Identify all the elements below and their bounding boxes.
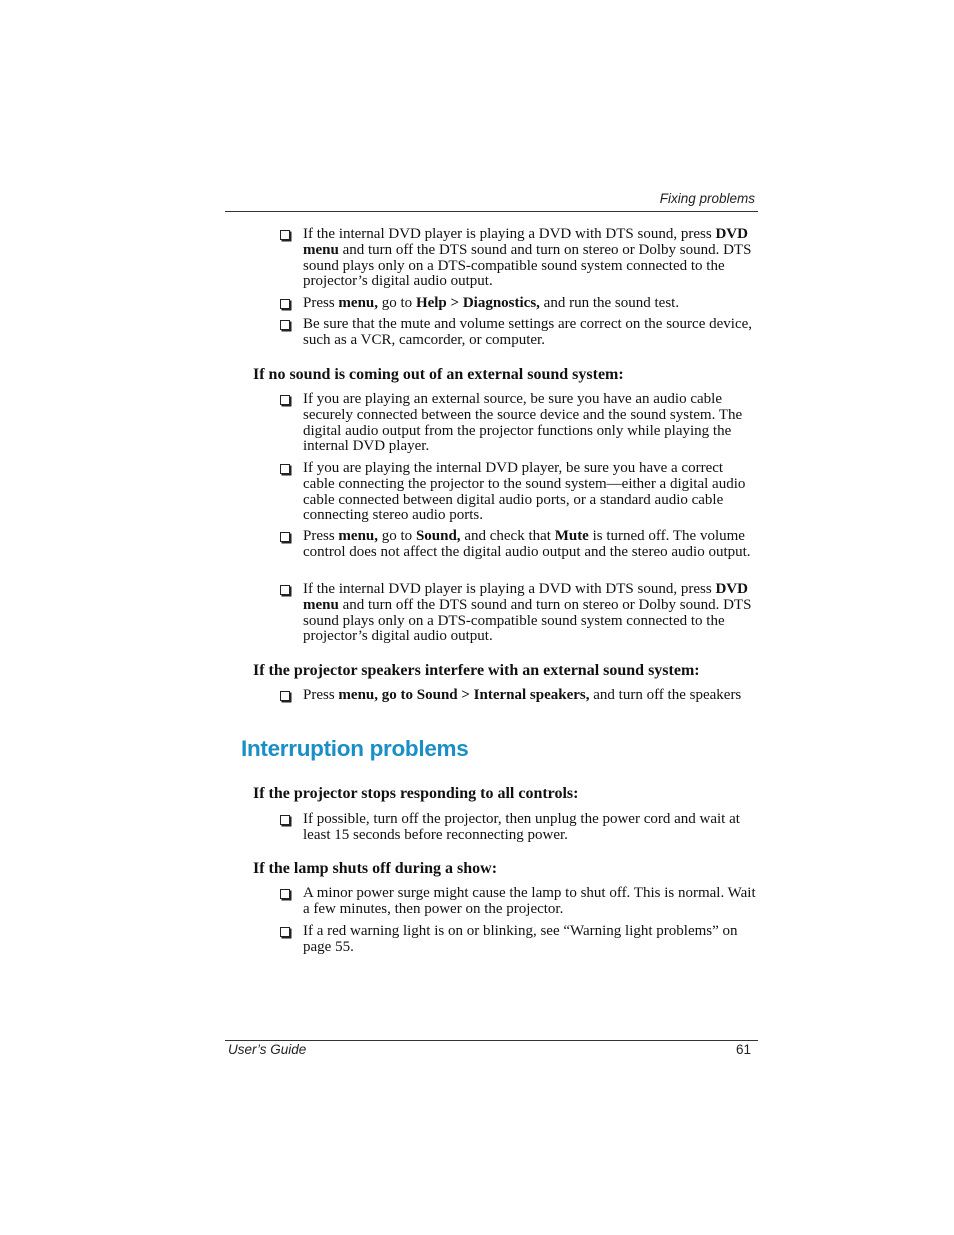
list-item: If possible, turn off the projector, then unplug the power cord and wait at least 15 seconds before reconnecting power. [280, 812, 758, 844]
checkbox-bullet-icon [280, 464, 290, 474]
list-item: If you are playing the internal DVD player, be sure you have a correct cable connecting the projector to the sound system—either a digital audio cable connected between digital audio ports, or a standard audio cable connecting stereo audio ports. [280, 461, 758, 524]
list-item: Be sure that the mute and volume settings are correct on the source device, such as a VCR, camcorder, or computer. [280, 317, 758, 349]
list-item: A minor power surge might cause the lamp to shut off. This is normal. Wait a few minutes, then power on the projector. [280, 886, 758, 918]
header-rule [225, 211, 758, 212]
running-head: Fixing problems [659, 191, 755, 206]
list-item: Press menu, go to Help > Diagnostics, and run the sound test. [280, 296, 758, 312]
list-item: If the internal DVD player is playing a DVD with DTS sound, press DVD menu and turn off the DTS sound and turn on stereo or Dolby sound. DTS sound plays only on a DTS-compatible sound system connected to the projector’s digital audio output. [280, 227, 758, 290]
footer-title: User’s Guide [228, 1042, 307, 1057]
subheading: If the projector stops responding to all controls: [253, 785, 579, 802]
checkbox-bullet-icon [280, 299, 290, 309]
subheading: If the projector speakers interfere with an external sound system: [253, 662, 700, 679]
section-title: Interruption problems [241, 736, 469, 761]
checkbox-bullet-icon [280, 815, 290, 825]
list-item: If a red warning light is on or blinking, see “Warning light problems” on page 55. [280, 924, 758, 956]
subheading: If the lamp shuts off during a show: [253, 860, 498, 877]
list-item: Press menu, go to Sound > Internal speakers, and turn off the speakers [280, 688, 770, 704]
checkbox-bullet-icon [280, 691, 290, 701]
checkbox-bullet-icon [280, 320, 290, 330]
subheading: If no sound is coming out of an external sound system: [253, 366, 624, 383]
list-item: If the internal DVD player is playing a DVD with DTS sound, press DVD menu and turn off the DTS sound and turn on stereo or Dolby sound. DTS sound plays only on a DTS-compatible sound system connected to the projector’s digital audio output. [280, 582, 758, 645]
checkbox-bullet-icon [280, 532, 290, 542]
footer-rule [225, 1040, 758, 1041]
page-number: 61 [735, 1042, 751, 1057]
list-item: If you are playing an external source, be sure you have an audio cable securely connected between the source device and the sound system. The digital audio output from the projector functions only while playing the internal DVD player. [280, 392, 758, 455]
checkbox-bullet-icon [280, 927, 290, 937]
checkbox-bullet-icon [280, 230, 290, 240]
checkbox-bullet-icon [280, 889, 290, 899]
checkbox-bullet-icon [280, 585, 290, 595]
list-item: Press menu, go to Sound, and check that Mute is turned off. The volume control does not affect the digital audio output and the stereo audio output. [280, 529, 758, 561]
checkbox-bullet-icon [280, 395, 290, 405]
